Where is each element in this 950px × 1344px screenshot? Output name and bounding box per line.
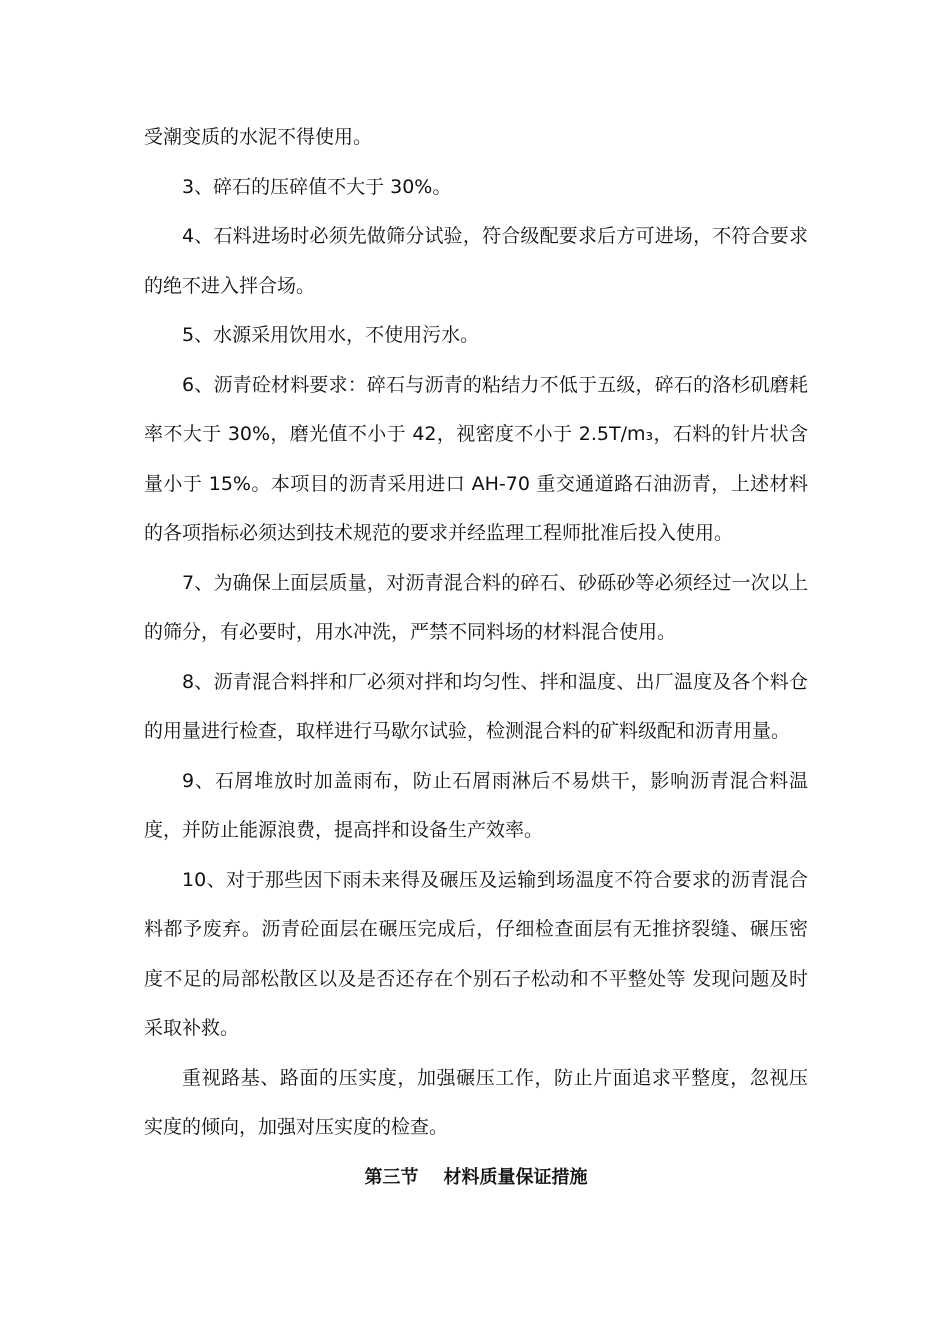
paragraph: 6、沥青砼材料要求：碎石与沥青的粘结力不低于五级，碎石的洛杉矶磨耗率不大于 30%，磨光值不小于 42，视密度不小于 2.5T/m₃，石料的针片状含量小于 15%。本项目的沥青采用进口 AH-70 重交通道路石油沥青，上述材料的各项指标必须达到技术规范的要求并经监理工程师批准后投入使用。 bbox=[144, 373, 808, 544]
document-body bbox=[144, 113, 808, 1202]
paragraph: 3、碎石的压碎值不大于 30%。 bbox=[182, 175, 452, 198]
paragraph: 9、石屑堆放时加盖雨布，防止石屑雨淋后不易烘干，影响沥青混合料温度，并防止能源浪费，提高拌和设备生产效率。 bbox=[144, 769, 808, 841]
paragraph: 7、为确保上面层质量，对沥青混合料的碎石、砂砾砂等必须经过一次以上的筛分，有必要时，用水冲洗，严禁不同料场的材料混合使用。 bbox=[144, 571, 808, 643]
paragraph: 受潮变质的水泥不得使用。 bbox=[144, 126, 373, 148]
paragraph: 10、对于那些因下雨未来得及碾压及运输到场温度不符合要求的沥青混合料都予废弃。沥青砼面层在碾压完成后，仔细检查面层有无推挤裂缝、碾压密度不足的局部松散区以及是否还存在个别石子松动和不平整处等 发现问题及时采取补救。 bbox=[144, 868, 808, 1039]
section-heading: 第三节 材料质量保证措施 bbox=[364, 1166, 588, 1188]
paragraph: 5、水源采用饮用水，不使用污水。 bbox=[182, 324, 480, 346]
paragraph: 重视路基、路面的压实度，加强碾压工作，防止片面追求平整度，忽视压实度的倾向，加强对压实度的检查。 bbox=[144, 1066, 808, 1138]
paragraph: 8、沥青混合料拌和厂必须对拌和均匀性、拌和温度、出厂温度及各个料仓的用量进行检查，取样进行马歇尔试验，检测混合料的矿料级配和沥青用量。 bbox=[144, 670, 808, 742]
paragraph: 4、石料进场时必须先做筛分试验，符合级配要求后方可进场，不符合要求的绝不进入拌合场。 bbox=[144, 225, 808, 297]
